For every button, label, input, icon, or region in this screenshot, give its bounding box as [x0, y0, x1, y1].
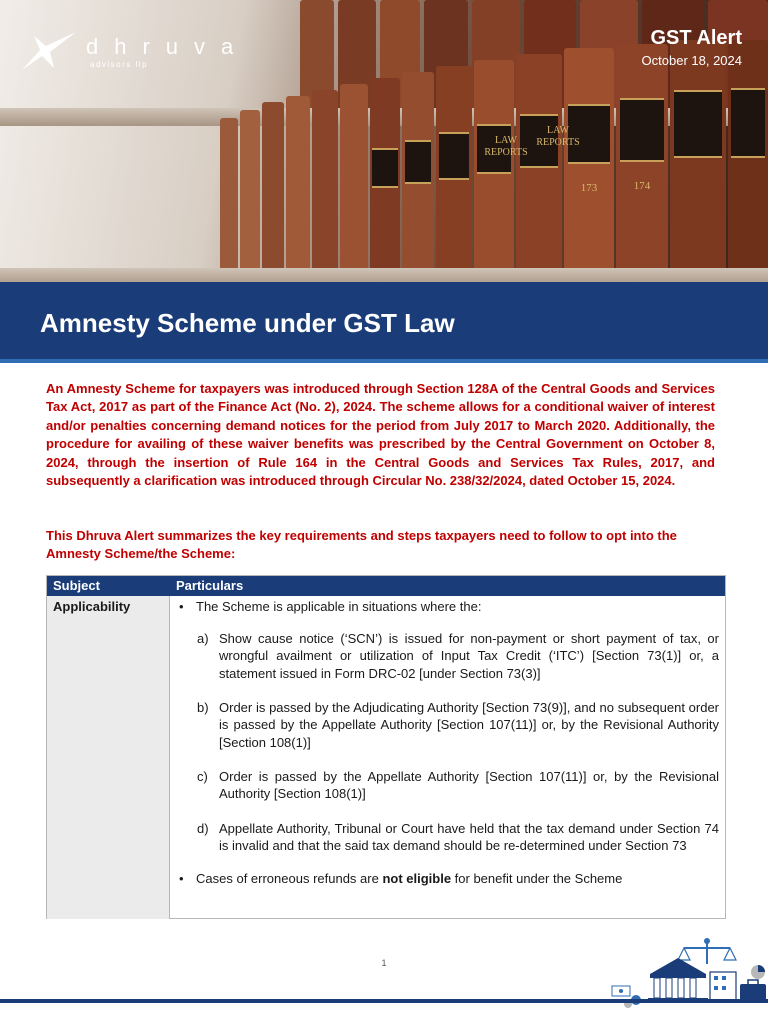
particulars-cell: • The Scheme is applicable in situations where the: a) Show cause notice (‘SCN’) is issued for non-payment or short payment of tax, or wrongful availment or utilization of Input Tax Credit (‘ITC’) [Section 73(1)] or, a statement issued in Form DRC-02 [under Section 73(3)] b) Order is passed by the Adjudicating Authority [Section 73(9)], and no subsequent order is passed by the Appellate Authority [Section 107(11)] or, by the Revisional Authority [Section 108(1)] c) Order is passed by the Appellate Authority [Section 107(11)] or, by the Revisional Authority [Section 108(1)] d) Appellate Authority, Tribunal or Court have held that the tax demand under Section 74 is invalid and that the said tax demand should be re-determined under Section 73 • Cases of erroneous refunds are not eligible for benefit under the Scheme — [179, 599, 719, 886]
courthouse-icon — [648, 958, 708, 1003]
dhruva-logo — [20, 30, 280, 74]
book-spine-label-2: LAW REPORTS — [536, 125, 580, 148]
banner-accent-line — [0, 359, 768, 363]
alert-title: GST Alert — [650, 27, 742, 49]
intro-paragraph-2: This Dhruva Alert summarizes the key requirements and steps taxpayers need to follow to opt into the Amnesty Scheme/the Scheme: — [46, 528, 677, 562]
page-title: Amnesty Scheme under GST Law — [40, 308, 455, 338]
bullet-dot-icon: • — [179, 599, 184, 614]
column-header-particulars: Particulars — [176, 578, 244, 593]
not-eligible-emphasis: not eligible — [382, 871, 452, 886]
subject-applicability: Applicability — [53, 599, 131, 614]
star-logo-icon — [20, 30, 78, 74]
column-header-subject: Subject — [53, 578, 100, 593]
list-item-c: c) Order is passed by the Appellate Authority [Section 107(11)] or, by the Revisional Authority [Section 108(1)] — [197, 769, 719, 802]
book-volume-174: 174 — [633, 180, 651, 192]
book-spine-label-1: LAW REPORTS — [484, 135, 528, 158]
subject-cell — [47, 596, 170, 919]
lower-shelf — [0, 268, 768, 282]
scales-of-justice-icon — [678, 938, 736, 964]
logo-wordmark: dhruva — [86, 34, 250, 59]
intro-paragraph-1: An Amnesty Scheme for taxpayers was introduced through Section 128A of the Central Goods and Services Tax Act, 2017 as part of the Finance Act (No. 2), 2024. The scheme allows for a conditional waiver of interest and/or penalties concerning demand notices for the period from July 2017 to March 2020. Additionally, the procedure for availing of these waiver benefits was prescribed by the Central Government on October 8, 2024, through the insertion of Rule 164 in the Central Goods and Services Tax Rules, 2017, and subsequently a clarification was introduced through Circular No. 238/32/2024, dated October 15, 2024. — [46, 381, 715, 489]
list-item-d: d) Appellate Authority, Tribunal or Court have held that the tax demand under Section 74 is invalid and that the said tax demand should be re-determined under Section 73 — [197, 821, 719, 854]
logo-subtitle: advisors llp — [90, 60, 149, 69]
hero-bookshelf-image — [0, 0, 768, 282]
bullet-dot-icon: • — [179, 871, 184, 886]
page-number: 1 — [381, 958, 387, 968]
list-item-b: b) Order is passed by the Adjudicating Authority [Section 73(9)], and no subsequent order is passed by the Appellate Authority [Section 107(11)] or, by the Revisional Authority [Section 108(1)] — [197, 700, 719, 750]
book-volume-173: 173 — [580, 182, 598, 194]
footer-courthouse-illustration — [606, 936, 768, 1016]
money-bill-icon — [612, 986, 630, 996]
table-header-row — [47, 576, 725, 596]
alert-date: October 18, 2024 — [641, 53, 742, 68]
applicability-table — [46, 575, 726, 919]
list-item-a: a) Show cause notice (‘SCN’) is issued for non-payment or short payment of tax, or wrongful availment or utilization of Input Tax Credit (‘ITC’) [Section 73(1)] or, a statement issued in Form DRC-02 [under Section 73(3)] — [197, 631, 719, 681]
footer-rule — [0, 999, 768, 1003]
